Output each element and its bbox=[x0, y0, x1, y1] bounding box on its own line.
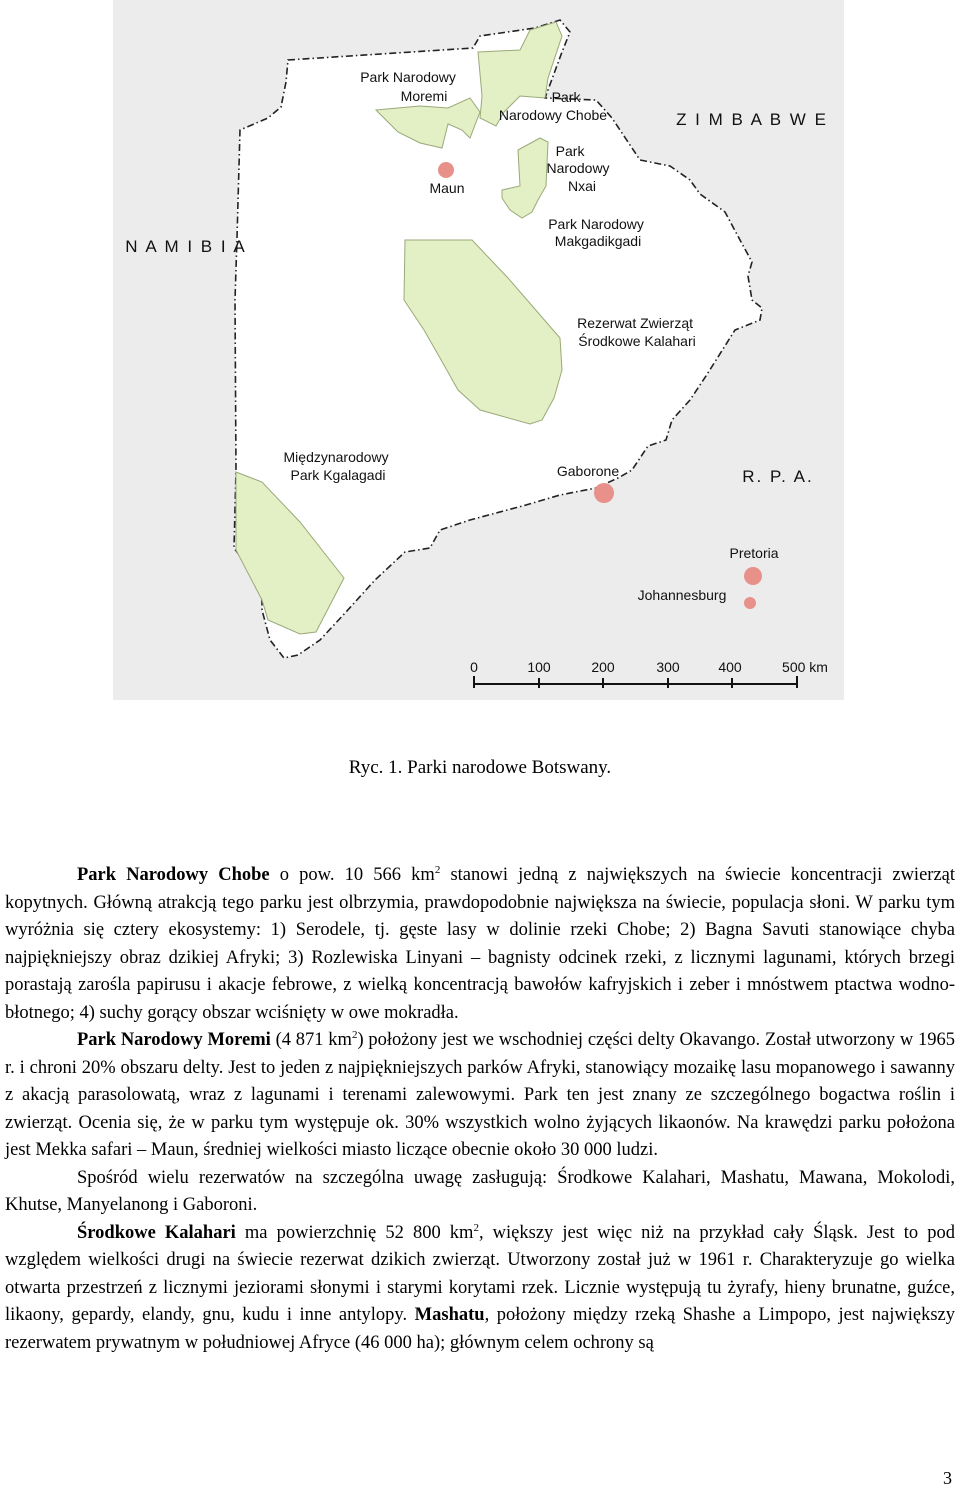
city-marker-johannesburg bbox=[744, 597, 756, 609]
text-span: , położony między rzeką Shashe a Limpopo, jest największy rezerwatem prywatnym w południowej Afryce (46 000 ha); głównym celem ochrony są bbox=[5, 1305, 955, 1353]
superscript: 2 bbox=[434, 863, 441, 876]
label-zimbabwe: Z I M B A B W E bbox=[676, 110, 828, 129]
label-kalahari: Rezerwat Zwierząt Środkowe Kalahari bbox=[577, 315, 696, 349]
botswana-parks-map bbox=[0, 0, 960, 700]
city-marker-gaborone bbox=[594, 483, 614, 503]
text-span: stanowi jedną z największych na świecie koncentracji zwierząt kopytnych. Główną atrakcją tego parku jest olbrzymia, prawdopodobnie największa na świecie, populacja słoni. W parku tym wyróżnia się cztery ekosystemy: 1) Serodele, tj. gęste lasy w dolinie rzeki Chobe; 2) Bagna Savuti stanowiące chyba najpiękniejszy obraz dzikiej Afryki; 3) Rozlewiska Linyani – bagnisty odcinek rzeki, z licznymi lagunami, których brzegi porastają zarośla papirusu i akacje febrowe, z wielką koncentracją bawołów kafryjskich i zeber i mnóstwem ptactwa wodno-błotnego; 4) suchy gorący obszar wciśnięty w owe mokradła. bbox=[5, 865, 955, 1023]
label-rpa: R. P. A. bbox=[742, 467, 814, 486]
scale-tick-label: 100 bbox=[527, 659, 551, 675]
text-span: o pow. 10 566 km bbox=[269, 865, 435, 885]
scale-tick-label: 0 bbox=[470, 659, 478, 675]
superscript: 2 bbox=[351, 1028, 358, 1041]
label-gaborone: Gaborone bbox=[556, 463, 620, 479]
paragraph-chobe bbox=[5, 862, 955, 1027]
text-span: ma powierzchnię 52 800 km bbox=[235, 1222, 474, 1243]
label-chobe: Park Narodowy Chobe bbox=[498, 89, 608, 123]
scale-tick-label: 400 bbox=[718, 659, 742, 675]
text-span: , większy jest więc niż na przykład cały Śląsk. Jest to pod względem wielkości drugi na świecie rezerwat dzikich zwierząt. Utworzony został już w 1961 r. Charakteryzuje go wielka otwarta przestrzeń z licznymi jeziorami słonymi i starymi korytami rzek. Licznie występują tu żyrafy, hieny brunatne, guźce, likaony, gepardy, elandy, gnu, kudu i inne antylopy. bbox=[5, 1222, 956, 1325]
text-span: ) położony jest we wschodniej części delty Okavango. Został utworzony w 1965 r. i chroni 20% obszaru delty. Jest to jeden z najpiękniejszych parków Afryki, stanowiący mozaikę lasu mopanowego i sawanny z akacją parasolowatą, wraz z lagunami i terenami zalewowymi. Park ten jest znany ze szczególnego bogactwa roślin i zwierząt. Ocenia się, że w parku tym występuje ok. 30% wszystkich wolno żyjących likaonów. Na krawędzi parku położona jest Mekka safari – Maun, średniej wielkości miasto liczące obecnie około 30 000 ludzi. bbox=[5, 1030, 955, 1160]
label-johannesburg: Johannesburg bbox=[637, 587, 727, 603]
figure-caption: Ryc. 1. Parki narodowe Botswany. bbox=[348, 757, 612, 778]
term-kalahari: Środkowe Kalahari bbox=[77, 1222, 236, 1243]
term-moremi: Park Narodowy Moremi bbox=[77, 1030, 271, 1050]
text-span: (4 871 km bbox=[270, 1030, 352, 1050]
scale-tick-label: 200 bbox=[591, 659, 615, 675]
scale-tick-label: 300 bbox=[656, 659, 680, 675]
body-text bbox=[5, 862, 955, 1357]
paragraph-moremi bbox=[5, 1027, 955, 1165]
term-mashatu: Mashatu bbox=[414, 1305, 485, 1325]
city-marker-maun bbox=[438, 162, 454, 178]
label-pretoria: Pretoria bbox=[729, 545, 779, 561]
label-maun: Maun bbox=[429, 180, 465, 196]
term-chobe: Park Narodowy Chobe bbox=[77, 865, 270, 885]
scale-tick-label: 500 km bbox=[782, 659, 828, 675]
label-kgalagadi: Międzynarodowy Park Kgalagadi bbox=[283, 449, 389, 483]
label-makgadikgadi: Park Narodowy Makgadikgadi bbox=[548, 216, 644, 249]
superscript: 2 bbox=[473, 1221, 479, 1234]
label-moremi: Park Narodowy Moremi bbox=[360, 69, 456, 104]
label-namibia: N A M I B I A bbox=[125, 237, 247, 256]
city-marker-pretoria bbox=[744, 567, 762, 585]
paragraph-kalahari bbox=[5, 1220, 955, 1358]
label-nxai: Park Narodowy Nxai bbox=[546, 143, 610, 194]
paragraph-reserves: Spośród wielu rezerwatów na szczególna uwagę zasługują: Środkowe Kalahari, Mashatu, Mawana, Mokolodi, Khutse, Manyelanong i Gaboroni. bbox=[5, 1167, 955, 1215]
page-number: 3 bbox=[943, 1468, 952, 1488]
